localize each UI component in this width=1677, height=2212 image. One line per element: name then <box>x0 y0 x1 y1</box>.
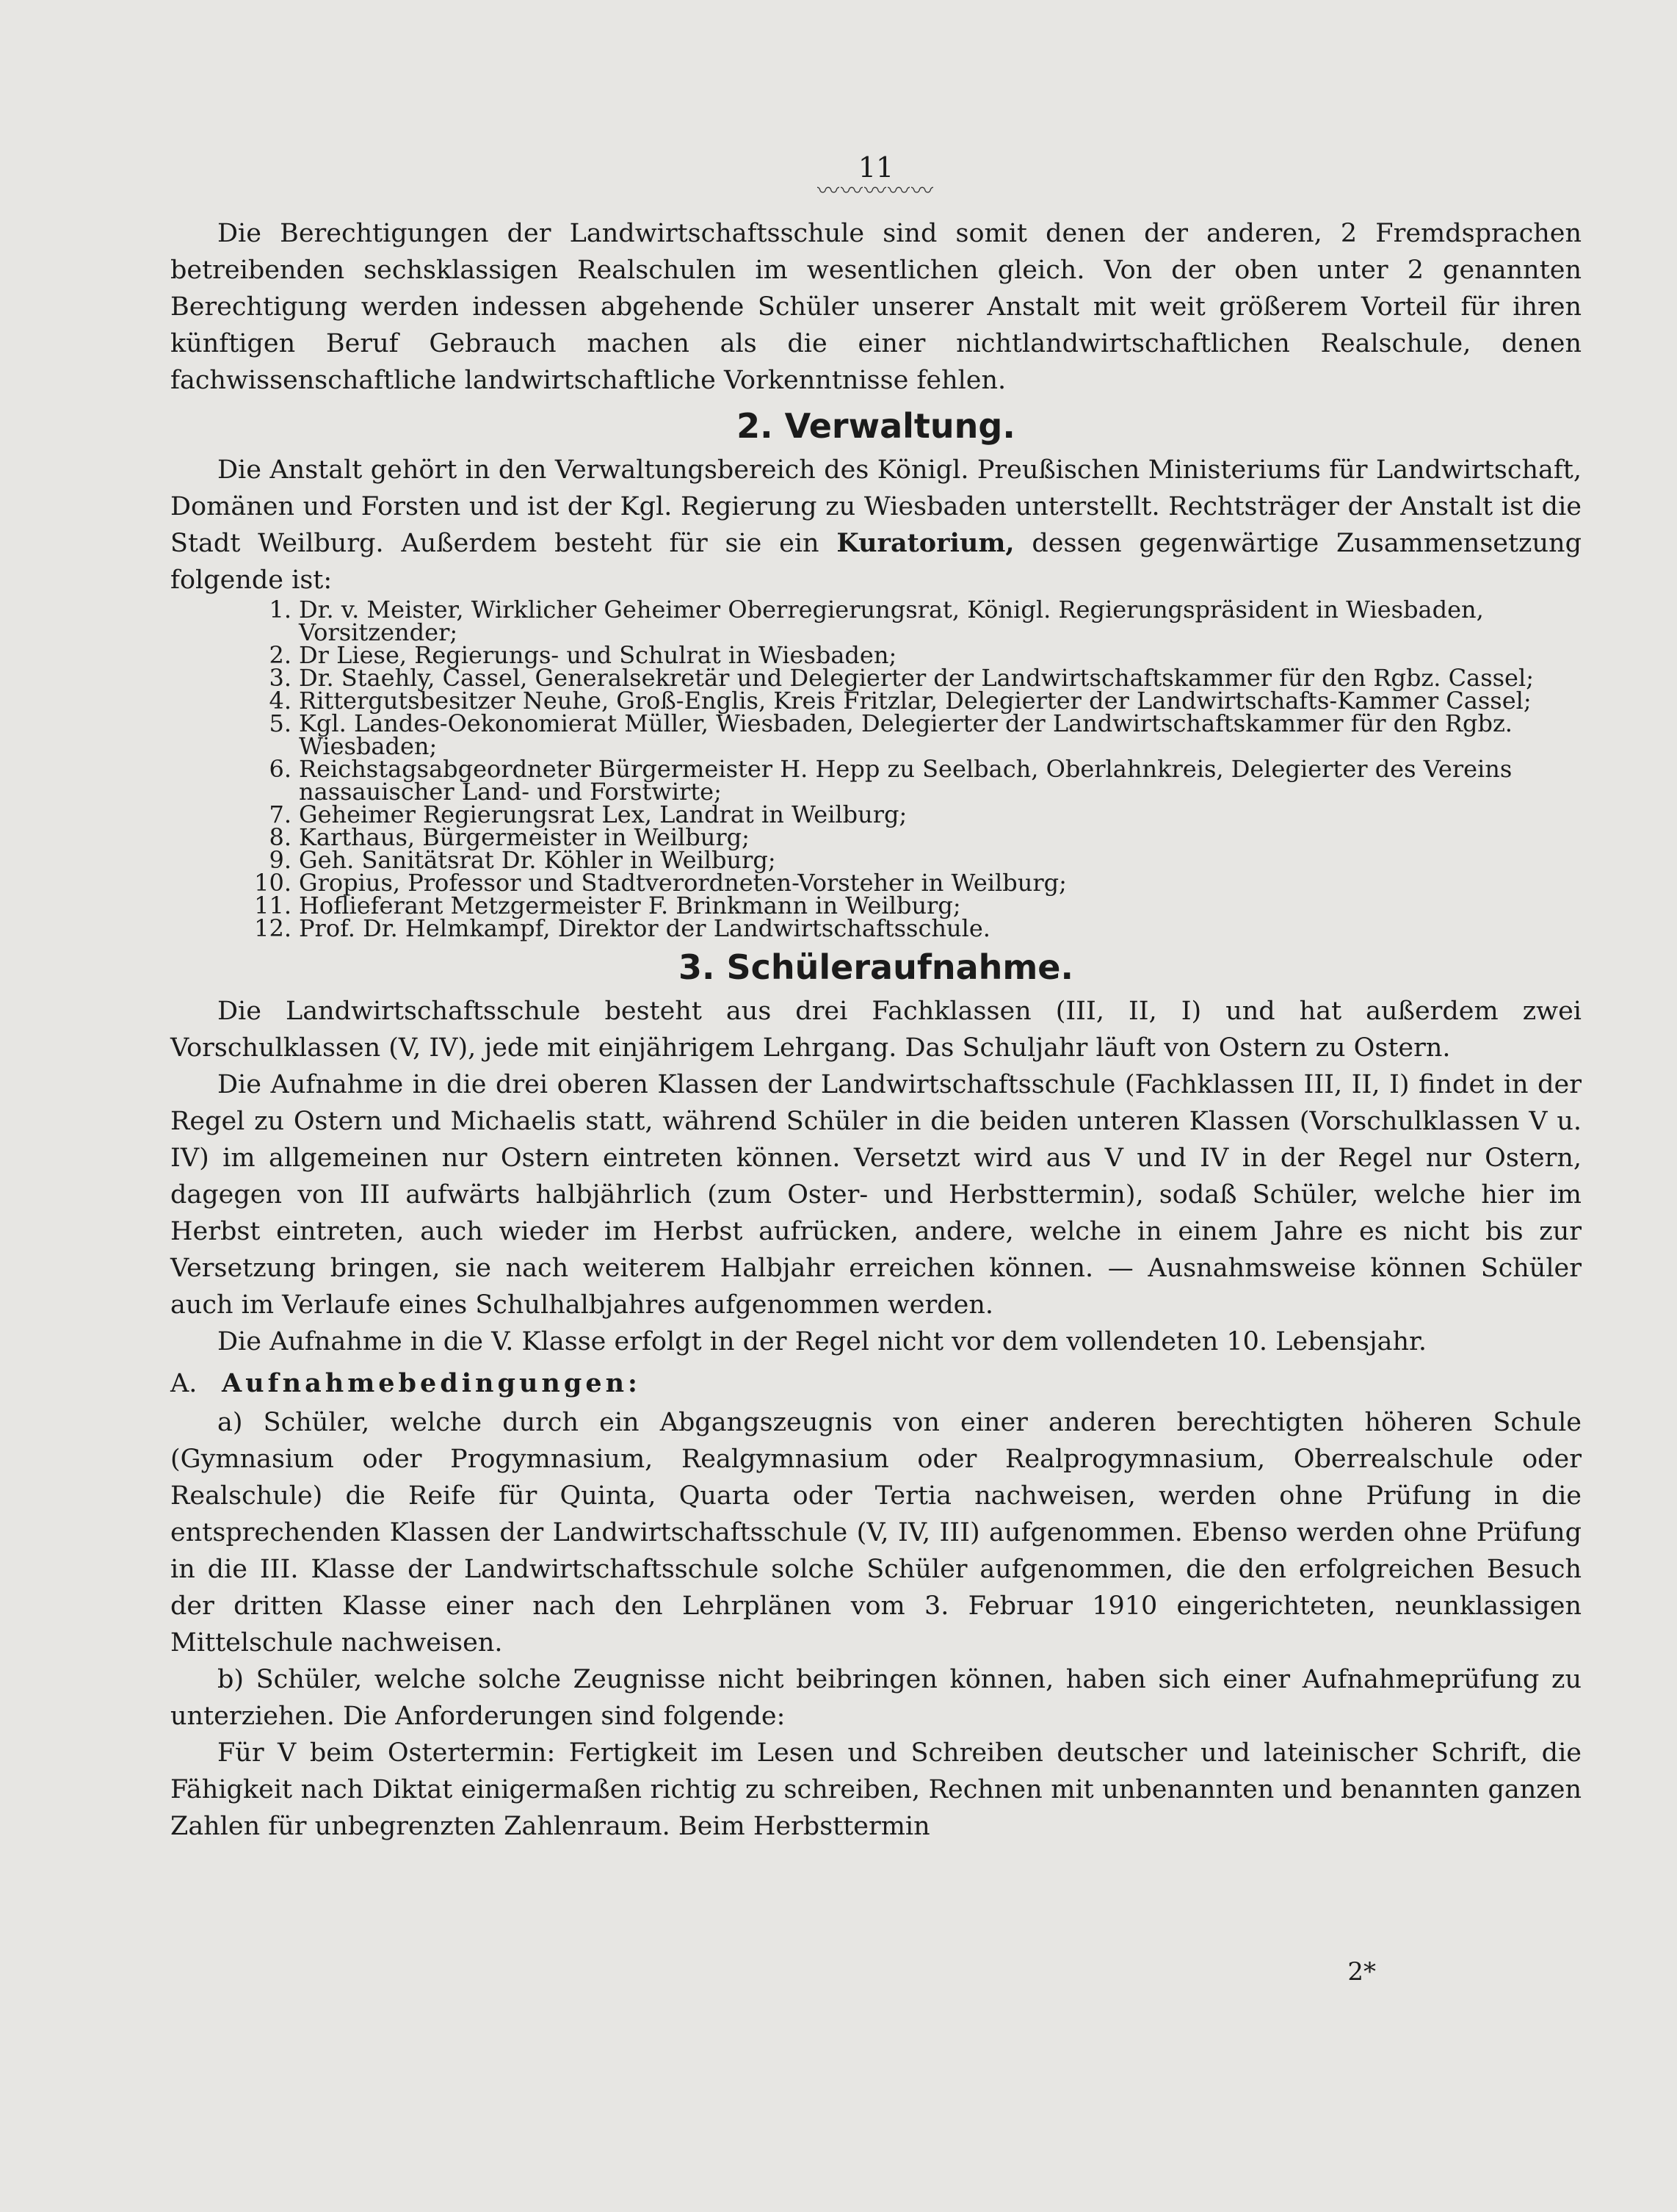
list-item-number: 5. <box>269 709 291 737</box>
verwaltung-text-after: dessen gegenwärtige Zusammensetzung folgende ist: <box>170 529 1582 595</box>
list-item-text: Reichstagsabgeordneter Bürgermeister H. Hepp zu Seelbach, Oberlahnkreis, Delegierter des Vereins nassauischer Land- und Forstwirte; <box>299 755 1513 806</box>
list-item-number: 12. <box>254 914 291 942</box>
list-item-number: 3. <box>269 664 291 692</box>
list-item-text: Geheimer Regierungsrat Lex, Landrat in Weilburg; <box>299 800 908 828</box>
list-item <box>269 596 1582 646</box>
list-item-text: Prof. Dr. Helmkampf, Direktor der Landwirtschaftsschule. <box>299 914 990 942</box>
subsection-title: Aufnahmebedingungen: <box>222 1368 641 1398</box>
condition-b-paragraph: b) Schüler, welche solche Zeugnisse nicht beibringen können, haben sich einer Aufnahmeprüfung zu unterziehen. Die Anforderungen sind folgende: <box>170 1665 1582 1731</box>
subsection-heading-a <box>170 1363 1582 1404</box>
list-item-text: Kgl. Landes-Oekonomierat Müller, Wiesbaden, Delegierter der Landwirtschaftskammer für den Rgbz. Wiesbaden; <box>299 709 1513 760</box>
list-item-text: Dr Liese, Regierungs- und Schulrat in Wiesbaden; <box>299 641 897 669</box>
section-heading-schueleraufnahme: 3. Schüleraufnahme. <box>678 947 1073 987</box>
list-item-text: Dr. v. Meister, Wirklicher Geheimer Oberregierungsrat, Königl. Regierungspräsident in Wiesbaden, Vorsitzender; <box>299 596 1484 646</box>
list-item-text: Dr. Staehly, Cassel, Generalsekretär und Delegierter der Landwirtschaftskammer für den Rgbz. Cassel; <box>299 664 1534 692</box>
intro-paragraph: Die Berechtigungen der Landwirtschaftsschule sind somit denen der anderen, 2 Fremdsprachen betreibenden sechsklassigen Realschulen im wesentlichen gleich. Von der oben unter 2 genannten Berechtigung werden indessen abgehende Schüler unserer Anstalt mit weit größerem Vorteil für ihren künftigen Beruf Gebrauch machen als die einer nichtlandwirtschaftlichen Realschule, denen fachwissenschaftliche landwirtschaftliche Vorkenntnisse fehlen. <box>170 219 1582 395</box>
schueleraufnahme-paragraph-1: Die Landwirtschaftsschule besteht aus drei Fachklassen (III, II, I) und hat außerdem zwei Vorschulklassen (V, IV), jede mit einjährigem Lehrgang. Das Schuljahr läuft von Ostern zu Ostern. <box>170 997 1582 1063</box>
list-item-number: 1. <box>269 596 291 624</box>
list-item-text: Gropius, Professor und Stadtverordneten-Vorsteher in Weilburg; <box>299 869 1067 897</box>
list-item-number: 7. <box>269 800 291 828</box>
list-item-number: 10. <box>254 869 291 897</box>
requirements-v-paragraph: Für V beim Ostertermin: Fertigkeit im Lesen und Schreiben deutscher und lateinischer Schrift, die Fähigkeit nach Diktat einigermaßen richtig zu schreiben, Rechnen mit unbenannten und benannten ganzen Zahlen für unbegrenzten Zahlenraum. Beim Herbsttermin <box>170 1738 1582 1841</box>
list-item-number: 6. <box>269 755 291 783</box>
list-item-text: Hoflieferant Metzgermeister F. Brinkmann in Weilburg; <box>299 892 961 919</box>
list-item-number: 2. <box>269 641 291 669</box>
kuratorium-member-list <box>170 596 1582 942</box>
subsection-letter: A. <box>170 1369 198 1398</box>
page-number: 11 <box>858 151 894 184</box>
list-item <box>254 914 1582 942</box>
schueleraufnahme-paragraph-2: Die Aufnahme in die drei oberen Klassen der Landwirtschaftsschule (Fachklassen III, II, I) findet in der Regel zu Ostern und Michaelis statt, während Schüler in die beiden unteren Klassen (Vorschulklassen V u. IV) im allgemeinen nur Ostern eintreten können. Versetzt wird aus V und IV in der Regel nur Ostern, dagegen von III aufwärts halbjährlich (zum Oster- und Herbsttermin), sodaß Schüler, welche hier im Herbst eintreten, auch wieder im Herbst aufrücken, andere, welche in einem Jahre es nicht bis zur Versetzung bringen, sie nach weiterem Halbjahr erreichen können. — Ausnahmsweise können Schüler auch im Verlaufe eines Schulhalbjahres aufgenommen werden. <box>170 1070 1582 1320</box>
kuratorium-term: Kuratorium, <box>836 528 1015 558</box>
section-heading-verwaltung: 2. Verwaltung. <box>736 406 1015 446</box>
list-item-number: 4. <box>269 687 291 715</box>
list-item-number: 8. <box>269 823 291 851</box>
ornament-divider: 〰〰〰〰〰 <box>817 178 935 204</box>
list-item-number: 11. <box>254 892 291 919</box>
list-item <box>269 755 1582 806</box>
verwaltung-paragraph <box>170 452 1582 599</box>
list-item-number: 9. <box>269 846 291 874</box>
list-item <box>269 709 1582 760</box>
sheet-signature: 2* <box>1347 1957 1376 1987</box>
list-item-text: Geh. Sanitätsrat Dr. Köhler in Weilburg; <box>299 846 776 874</box>
list-item-text: Karthaus, Bürgermeister in Weilburg; <box>299 823 750 851</box>
condition-a-paragraph: a) Schüler, welche durch ein Abgangszeugnis von einer anderen berechtigten höheren Schule (Gymnasium oder Progymnasium, Realgymnasium oder Realprogymnasium, Oberrealschule oder Realschule) die Reife für Quinta, Quarta oder Tertia nachweisen, werden ohne Prüfung in die entsprechenden Klassen der Landwirtschaftsschule (V, IV, III) aufgenommen. Ebenso werden ohne Prüfung in die III. Klasse der Landwirtschaftsschule solche Schüler aufgenommen, die den erfolgreichen Besuch der dritten Klasse einer nach den Lehrplänen vom 3. Februar 1910 eingerichteten, neunklassigen Mittelschule nachweisen. <box>170 1408 1582 1658</box>
list-item-text: Rittergutsbesitzer Neuhe, Groß-Englis, Kreis Fritzlar, Delegierter der Landwirtschafts-Kammer Cassel; <box>299 687 1532 715</box>
schueleraufnahme-paragraph-3: Die Aufnahme in die V. Klasse erfolgt in der Regel nicht vor dem vollendeten 10. Lebensjahr. <box>217 1327 1427 1356</box>
verwaltung-text: Die Anstalt gehört in den Verwaltungsbereich des Königl. Preußischen Ministeriums für Landwirtschaft, Domänen und Forsten und ist der Kgl. Regierung zu Wiesbaden unterstellt. Rechtsträger der Anstalt ist die Stadt Weilburg. Außerdem besteht für sie ein <box>170 455 1582 558</box>
